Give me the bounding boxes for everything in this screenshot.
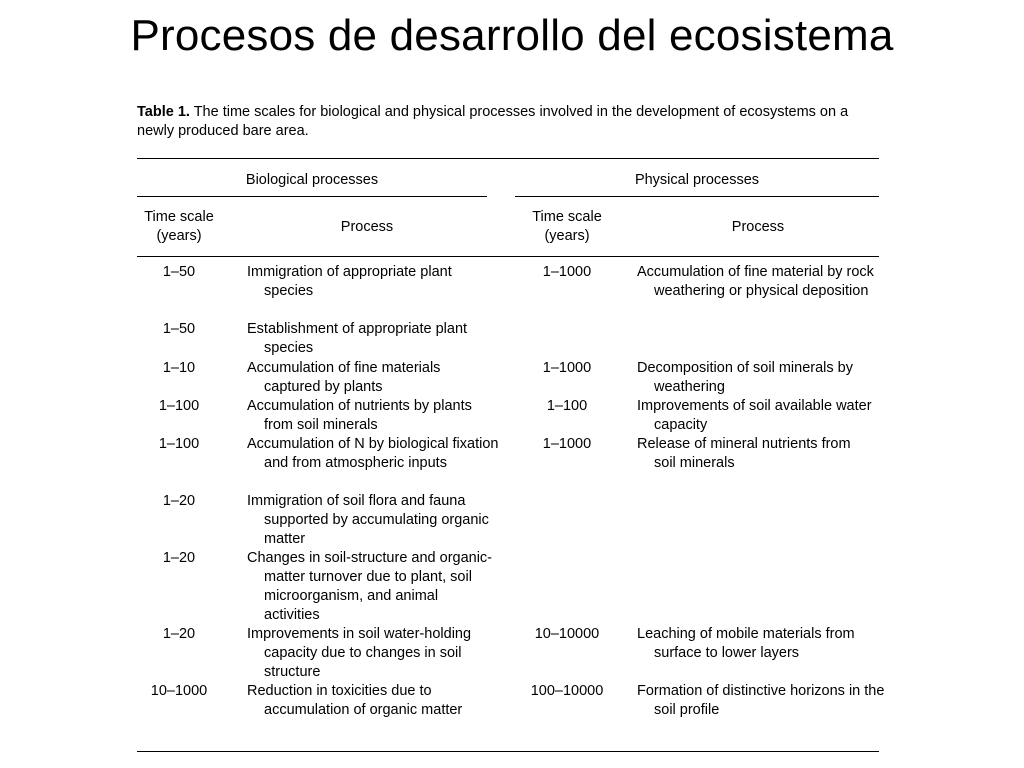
table-figure [137, 103, 885, 718]
bio-time-scale: 1–50 [162, 264, 196, 280]
table-row [137, 359, 879, 397]
table-row [137, 435, 879, 492]
table-bottom-rule [137, 751, 879, 752]
table-body [137, 263, 885, 739]
bio-process: Establishment of appropriate plant species [247, 321, 468, 356]
phys-time-scale: 1–1000 [542, 264, 592, 280]
phys-process: Accumulation of fine material by rock weathering or physical deposition [637, 264, 874, 299]
phys-process: Release of mineral nutrients from soil minerals [637, 436, 851, 471]
bio-time-scale: 1–20 [162, 493, 196, 509]
bio-time-scale: 1–20 [162, 550, 196, 566]
table-row [137, 397, 879, 435]
phys-time-scale: 1–1000 [542, 436, 592, 452]
header-rule [137, 256, 879, 257]
bio-time-scale: 1–50 [162, 321, 196, 337]
header-time-scale-biological: Time scale (years) [144, 209, 214, 244]
header-process-biological: Process [340, 219, 394, 235]
bio-process: Immigration of soil flora and fauna supported by accumulating organic matter [247, 493, 489, 547]
table-row [137, 625, 879, 682]
table-row [137, 320, 879, 359]
bio-time-scale: 1–100 [158, 436, 200, 452]
caption-label: Table 1. [137, 104, 190, 120]
group-rule-physical [515, 196, 879, 197]
phys-process: Decomposition of soil minerals by weathering [637, 360, 853, 395]
table-caption [137, 103, 879, 141]
bio-process: Reduction in toxicities due to accumulation of organic matter [247, 683, 463, 718]
slide-title: Procesos de desarrollo del ecosistema [130, 11, 894, 60]
phys-process: Leaching of mobile materials from surface to lower layers [637, 626, 855, 661]
bio-process: Accumulation of nutrients by plants from soil minerals [247, 398, 472, 433]
bio-time-scale: 10–1000 [150, 683, 208, 699]
group-header-physical: Physical processes [634, 172, 760, 188]
phys-time-scale: 1–100 [546, 398, 588, 414]
group-header-biological: Biological processes [245, 172, 379, 188]
phys-process: Improvements of soil available water capacity [637, 398, 872, 433]
bio-process: Accumulation of fine materials captured by plants [247, 360, 441, 395]
caption-text: The time scales for biological and physical processes involved in the development of ecosystems on a newly produced bare area. [137, 104, 849, 139]
header-process-physical: Process [731, 219, 785, 235]
phys-time-scale: 10–10000 [534, 626, 600, 642]
phys-time-scale: 100–10000 [530, 683, 604, 699]
table-row [137, 263, 879, 320]
table-row [137, 682, 885, 739]
phys-time-scale: 1–1000 [542, 360, 592, 376]
bio-time-scale: 1–100 [158, 398, 200, 414]
phys-process: Formation of distinctive horizons in the soil profile [637, 683, 885, 718]
bio-process: Improvements in soil water-holding capacity due to changes in soil structure [247, 626, 472, 680]
bio-time-scale: 1–10 [162, 360, 196, 376]
bio-time-scale: 1–20 [162, 626, 196, 642]
bio-process: Accumulation of N by biological fixation and from atmospheric inputs [247, 436, 499, 471]
bio-process: Immigration of appropriate plant species [247, 264, 452, 299]
header-time-scale-physical: Time scale (years) [532, 209, 602, 244]
table-top-rule [137, 158, 879, 159]
table-row [137, 492, 879, 549]
table-row [137, 549, 879, 625]
bio-process: Changes in soil-structure and organic-matter turnover due to plant, soil microorganism, and animal activities [247, 550, 493, 623]
group-rule-biological [137, 196, 487, 197]
